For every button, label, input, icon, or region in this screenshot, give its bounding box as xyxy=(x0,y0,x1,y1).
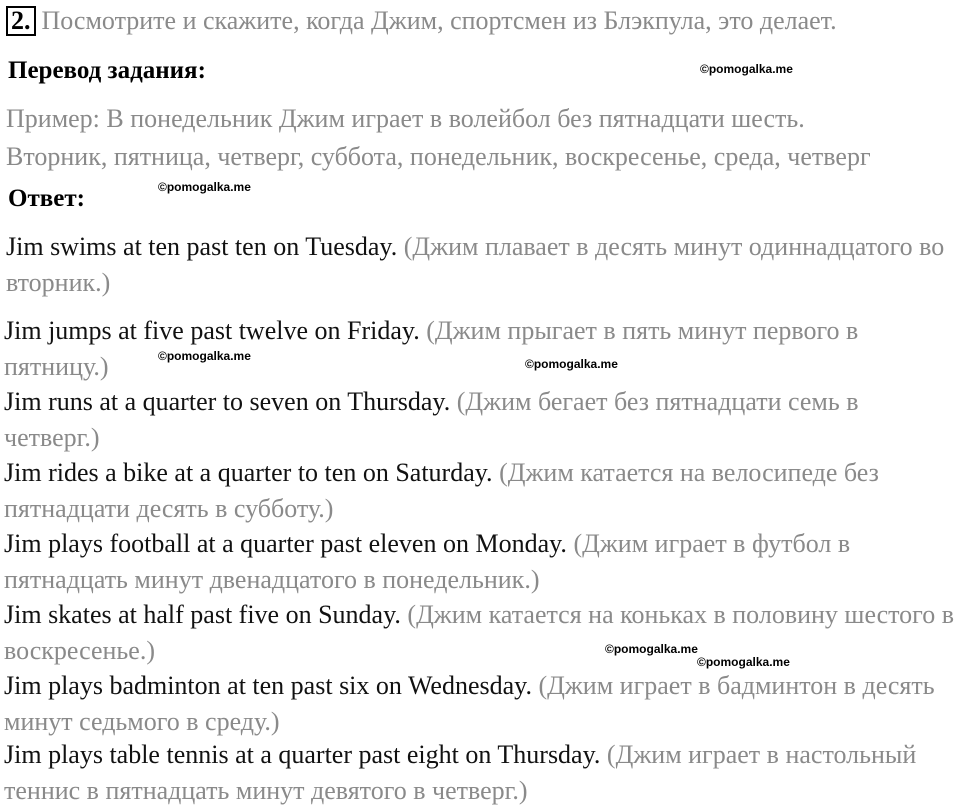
translation-heading: Перевод задания: xyxy=(8,57,206,84)
answer-russian: (Джим бегает без пятнадцати семь в четверг.) xyxy=(4,387,859,452)
answer-russian: (Джим прыгает в пять минут первого в пятницу.) xyxy=(4,316,859,381)
answer-russian: (Джим катается на коньках в половину шестого в воскресенье.) xyxy=(4,600,954,665)
answer-item xyxy=(4,313,954,385)
answer-heading: Ответ: xyxy=(8,185,85,212)
watermark: ©pomogalka.me xyxy=(158,180,251,194)
answer-english: Jim plays football at a quarter past eleven on Monday. xyxy=(4,529,567,558)
answer-item xyxy=(4,526,954,598)
example-block xyxy=(6,100,956,176)
answer-item xyxy=(4,737,954,809)
answer-item xyxy=(4,597,954,669)
answer-english: Jim rides a bike at a quarter to ten on Saturday. xyxy=(4,458,493,487)
watermark: ©pomogalka.me xyxy=(697,655,790,669)
answer-item xyxy=(4,455,954,527)
answer-russian: (Джим плавает в десять минут одиннадцатого во вторник.) xyxy=(6,232,945,297)
example-line-2: Вторник, пятница, четверг, суббота, понедельник, воскресенье, среда, четверг xyxy=(6,142,871,171)
answer-english: Jim skates at half past five on Sunday. xyxy=(4,600,401,629)
answer-russian: (Джим катается на велосипеде без пятнадцати десять в субботу.) xyxy=(4,458,879,523)
answer-english: Jim plays table tennis at a quarter past eight on Thursday. xyxy=(4,740,601,769)
watermark: ©pomogalka.me xyxy=(605,642,698,656)
answer-russian: (Джим играет в футбол в пятнадцать минут двенадцатого в понедельник.) xyxy=(4,529,851,594)
answer-russian: (Джим играет в настольный теннис в пятнадцать минут девятого в четверг.) xyxy=(4,740,917,805)
answer-russian: (Джим играет в бадминтон в десять минут седьмого в среду.) xyxy=(4,671,935,736)
watermark: ©pomogalka.me xyxy=(525,357,618,371)
task-statement xyxy=(6,6,837,36)
example-line-1: Пример: В понедельник Джим играет в волейбол без пятнадцати шесть. xyxy=(6,104,805,133)
answer-english: Jim jumps at five past twelve on Friday. xyxy=(4,316,420,345)
watermark: ©pomogalka.me xyxy=(158,349,251,363)
task-text: Посмотрите и скажите, когда Джим, спортсмен из Блэкпула, это делает. xyxy=(41,6,837,35)
answer-english: Jim plays badminton at ten past six on Wednesday. xyxy=(4,671,532,700)
answer-english: Jim runs at a quarter to seven on Thursday. xyxy=(4,387,451,416)
watermark: ©pomogalka.me xyxy=(700,62,793,76)
answer-english: Jim swims at ten past ten on Tuesday. xyxy=(6,232,398,261)
answer-item xyxy=(4,384,954,456)
answer-item xyxy=(4,668,954,740)
task-number: 2. xyxy=(6,6,36,36)
answer-item xyxy=(6,229,956,301)
